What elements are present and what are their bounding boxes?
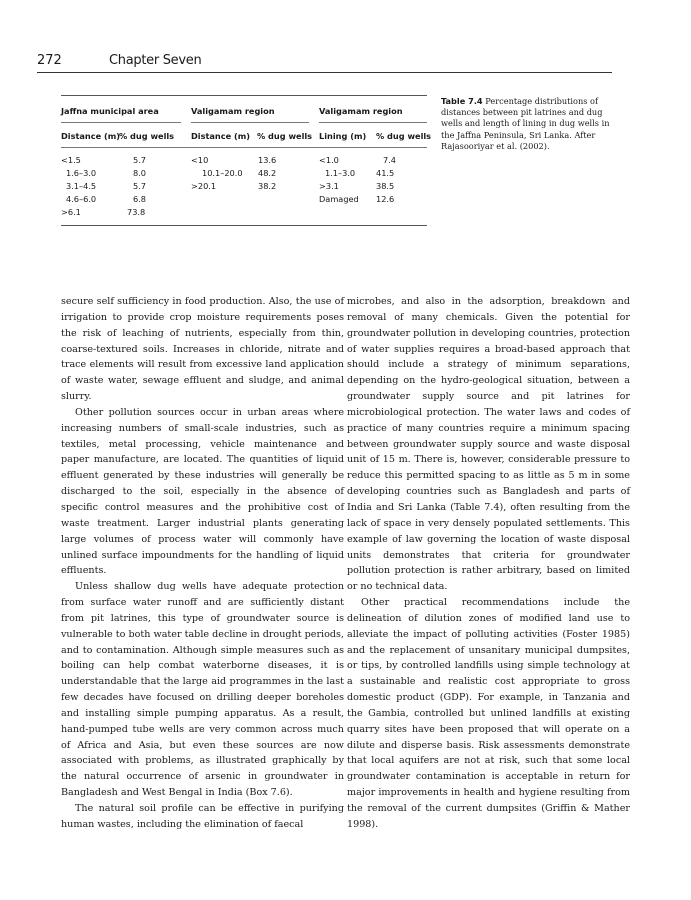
table-top-rule bbox=[61, 95, 427, 96]
table-cell: >3.1 bbox=[319, 181, 339, 191]
group-rule bbox=[191, 122, 309, 123]
paragraph: Unless shallow dug wells have adequate protection from surface water runoff and are sufficiently distant from pit latrines, this type of groundwater source is vulnerable to both water table decline in drought periods, and to contamination. Although simple measures such as boiling can help combat waterborne diseases, it is understandable that the large aid programmes in the last few decades have focused on drilling deeper boreholes and installing simple pumping apparatus. As a result, hand-pumped tube wells are very common across much of Africa and Asia, but even these sources are now associated with problems, as illustrated graphically by the natural occurrence of arsenic in groundwater in Bangladesh and West Bengal in India (Box 7.6). bbox=[61, 581, 344, 799]
table-cell: 10.1–20.0 bbox=[202, 168, 243, 178]
column-header: Lining (m) bbox=[319, 131, 367, 141]
paragraph: The natural soil profile can be effective in purifying human wastes, including the elimination of faecal bbox=[61, 803, 344, 830]
table-cell: 41.5 bbox=[376, 168, 395, 178]
table-cell: 7.4 bbox=[383, 155, 397, 165]
table-cell: 5.7 bbox=[133, 181, 147, 191]
body-column-right bbox=[347, 294, 630, 833]
caption-text: Percentage distributions of distances between pit latrines and dug wells and length of lining in dug wells in the Jaffna Peninsula, Sri Lanka. After Rajasooriyar et al. (2002). bbox=[441, 96, 610, 151]
paragraph: Other pollution sources occur in urban areas where increasing numbers of small-scale industries, such as textiles, metal processing, vehicle maintenance and paper manufacture, are located. The quantities of liquid effluent generated by these industries will generally be discharged to the soil, especially in the absence of specific control measures and the prohibitive cost of waste treatment. Larger industrial plants generating large volumes of process water will commonly have unlined surface impoundments for the handling of liquid effluents. bbox=[61, 406, 344, 577]
table-cell: 1.1–3.0 bbox=[325, 168, 356, 178]
group-header-jaffna: Jaffna municipal area bbox=[61, 106, 159, 116]
column-header: Distance (m) bbox=[61, 131, 121, 141]
table-cell: 73.8 bbox=[127, 207, 146, 217]
column-header: % dug wells bbox=[257, 131, 313, 141]
table-cell: 8.0 bbox=[133, 168, 147, 178]
table-cell: <1.5 bbox=[61, 155, 81, 165]
group-header-valigamam-distance: Valigamam region bbox=[191, 106, 275, 116]
table-cell: Damaged bbox=[319, 194, 359, 204]
table-cell: 13.6 bbox=[258, 155, 277, 165]
body-column-left bbox=[61, 294, 344, 833]
table-cell: <10 bbox=[191, 155, 209, 165]
paragraph: Other practical recommendations include the delineation of dilution zones of modified land use to alleviate the impact of polluting activities (Foster 1985) and the replacement of unsanitary municipal dumpsites, or tips, by controlled landfills using simple technology at a sustainable and realistic cost appropriate to gross domestic product (GDP). For example, in Tanzania and the Gambia, controlled but unlined landfills at existing quarry sites have been proposed that will operate on a dilute and disperse basis. Risk assessments demonstrate that local aquifers are not at risk, such that some local groundwater contamination is acceptable in return for major improvements in health and hygiene resulting from the removal of the current dumpsites (Griffin & Mather 1998). bbox=[347, 597, 630, 830]
table-cell: 4.6–6.0 bbox=[66, 194, 97, 204]
table-cell: >20.1 bbox=[191, 181, 217, 191]
header-rule bbox=[37, 72, 612, 73]
column-header: % dug wells bbox=[376, 131, 432, 141]
table-bottom-rule bbox=[61, 225, 427, 226]
table-cell: 6.8 bbox=[133, 194, 147, 204]
table-cell: 1.6–3.0 bbox=[66, 168, 97, 178]
paragraph: secure self sufficiency in food production. Also, the use of irrigation to provide crop moisture requirements poses the risk of leaching of nutrients, especially from thin, coarse-textured soils. Increases in chloride, nitrate and trace elements will result from excessive land application of waste water, sewage effluent and sludge, and animal slurry. bbox=[61, 296, 344, 403]
table-cell: <1.0 bbox=[319, 155, 339, 165]
table-cell: 38.2 bbox=[258, 181, 277, 191]
table-caption bbox=[441, 96, 616, 152]
page-number: 272 bbox=[37, 53, 62, 68]
column-header: Distance (m) bbox=[191, 131, 251, 141]
table-cell: 48.2 bbox=[258, 168, 277, 178]
running-header bbox=[37, 50, 612, 74]
group-rule bbox=[61, 122, 181, 123]
column-header: % dug wells bbox=[119, 131, 175, 141]
table-cell: 5.7 bbox=[133, 155, 147, 165]
table-cell: >6.1 bbox=[61, 207, 81, 217]
caption-label: Table 7.4 bbox=[441, 96, 483, 106]
paragraph: microbes, and also in the adsorption, breakdown and removal of many chemicals. Given the potential for groundwater pollution in developing countries, protection of water supplies requires a broad-based approach that should include a strategy of minimum separations, depending on the hydro-geological situation, between a groundwater supply source and pit latrines for microbiological protection. The water laws and codes of practice of many countries require a minimum spacing between groundwater supply source and waste disposal unit of 15 m. There is, however, considerable pressure to reduce this permitted spacing to as little as 5 m in some developing countries such as Bangladesh and parts of India and Sri Lanka (Table 7.4), often resulting from the lack of space in very densely populated settlements. This example of law governing the location of waste disposal units demonstrates that criteria for groundwater pollution protection is rather arbitrary, based on limited or no technical data. bbox=[347, 296, 630, 593]
group-rule bbox=[319, 122, 427, 123]
table-cell: 38.5 bbox=[376, 181, 395, 191]
table-cell: 3.1–4.5 bbox=[66, 181, 97, 191]
table-cell: 12.6 bbox=[376, 194, 395, 204]
chapter-title: Chapter Seven bbox=[109, 53, 202, 68]
group-header-valigamam-lining: Valigamam region bbox=[319, 106, 403, 116]
header-rule bbox=[61, 147, 427, 148]
